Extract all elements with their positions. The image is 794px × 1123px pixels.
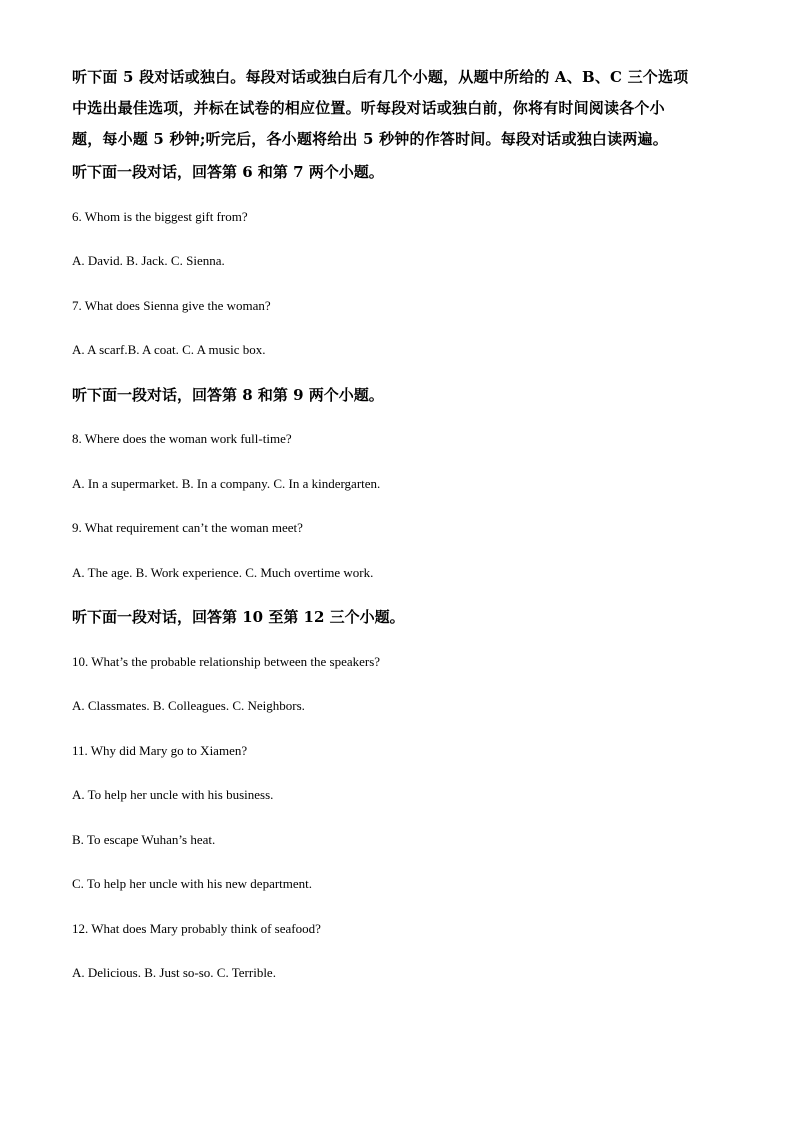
section-heading: 听下面一段对话，回答第 8 和第 9 两个小题。 bbox=[72, 385, 384, 404]
section-questions-6-7 bbox=[72, 162, 722, 360]
question-6: 6. Whom is the biggest gift from? bbox=[72, 208, 248, 224]
instructions-paragraph bbox=[72, 62, 722, 155]
section-heading: 听下面一段对话，回答第 6 和第 7 两个小题。 bbox=[72, 163, 384, 181]
question-10-options: A. Classmates. B. Colleagues. C. Neighbors. bbox=[72, 698, 305, 713]
question-11-option-a: A. To help her uncle with his business. bbox=[72, 787, 274, 802]
question-7-options: A. A scarf.B. A coat. C. A music box. bbox=[72, 342, 266, 357]
question-9-options: A. The age. B. Work experience. C. Much overtime work. bbox=[72, 564, 374, 580]
question-11-option-c: C. To help her uncle with his new department. bbox=[72, 876, 313, 891]
section-questions-8-9 bbox=[72, 385, 722, 583]
section-questions-10-12 bbox=[72, 607, 722, 983]
instructions-line: 中选出最佳选项，并标在试卷的相应位置。听每段对话或独白前，你将有时间阅读各个小 bbox=[72, 99, 665, 117]
section-heading: 听下面一段对话，回答第 10 至第 12 三个小题。 bbox=[72, 608, 405, 626]
question-8-options: A. In a supermarket. B. In a company. C. In a kindergarten. bbox=[72, 475, 381, 491]
question-7: 7. What does Sienna give the woman? bbox=[72, 297, 271, 313]
instructions-line: 听下面 5 段对话或独白。每段对话或独白后有几个小题，从题中所给的 A、B、C 三个选项 bbox=[72, 68, 689, 86]
instructions-line: 题，每小题 5 秒钟;听完后，各小题将给出 5 秒钟的作答时间。每段对话或独白读两遍。 bbox=[72, 130, 668, 148]
question-6-options: A. David. B. Jack. C. Sienna. bbox=[72, 253, 225, 268]
question-10: 10. What’s the probable relationship between the speakers? bbox=[72, 653, 381, 669]
question-12-options: A. Delicious. B. Just so-so. C. Terrible. bbox=[72, 965, 276, 980]
question-11-option-b: B. To escape Wuhan’s heat. bbox=[72, 831, 216, 847]
question-11: 11. Why did Mary go to Xiamen? bbox=[72, 742, 248, 758]
question-9: 9. What requirement can’t the woman meet? bbox=[72, 520, 303, 535]
question-12: 12. What does Mary probably think of seafood? bbox=[72, 920, 321, 936]
question-8: 8. Where does the woman work full-time? bbox=[72, 431, 292, 446]
exam-page bbox=[72, 62, 722, 1008]
